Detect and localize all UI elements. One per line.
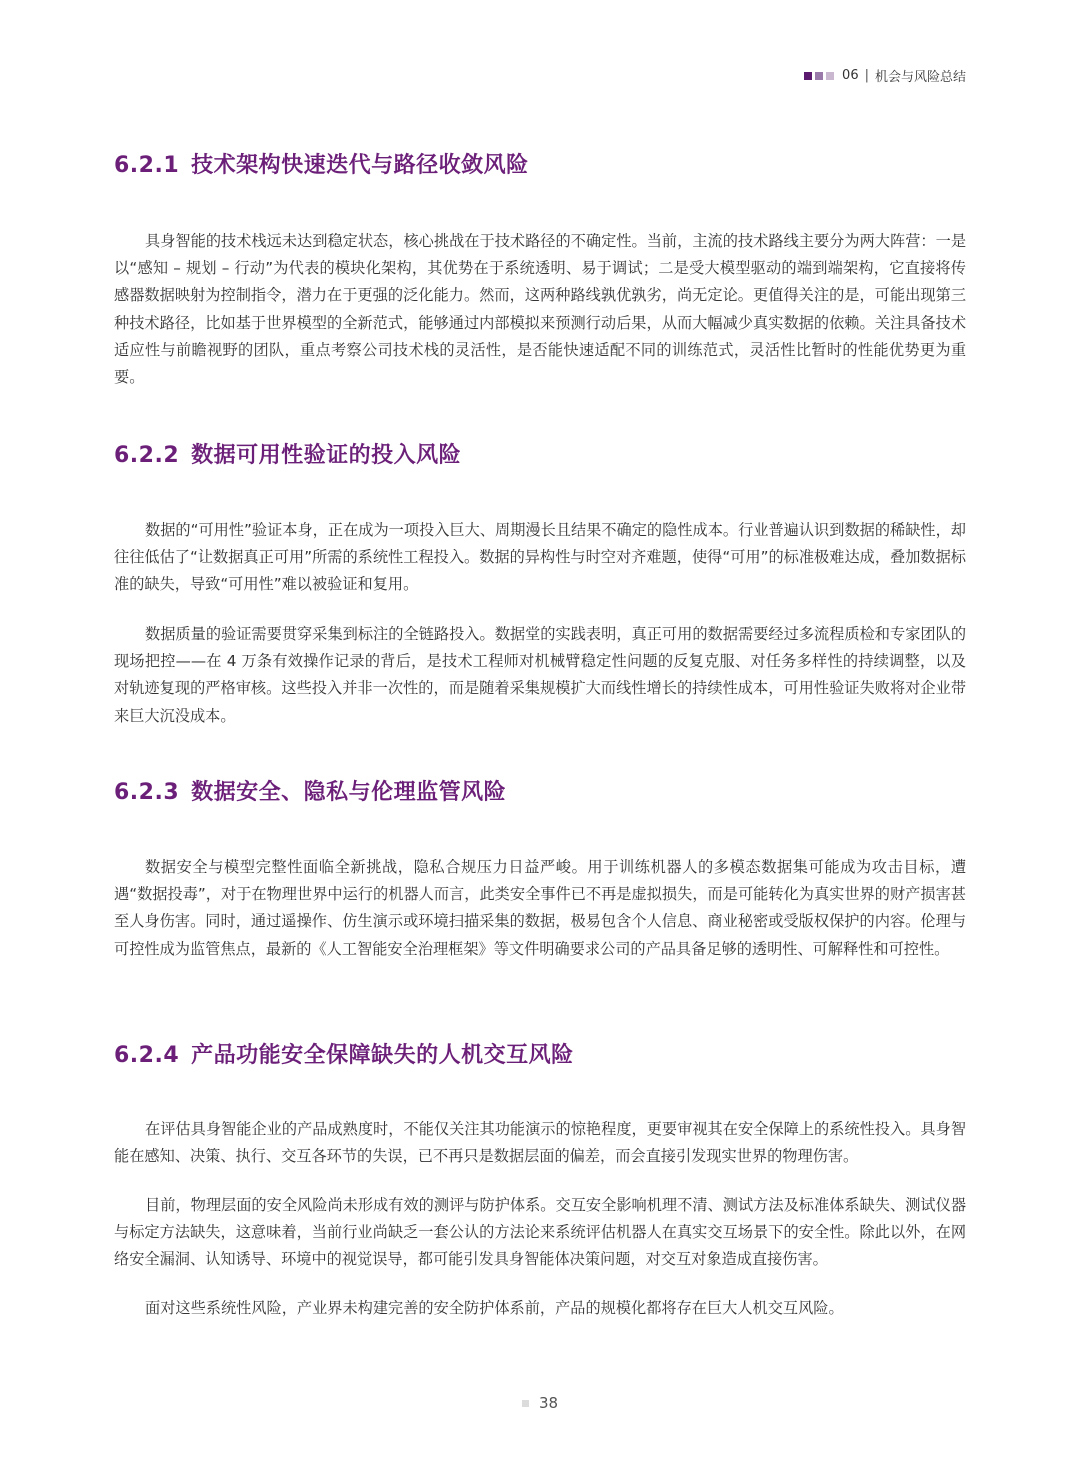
paragraph: 数据的“可用性”验证本身，正在成为一项投入巨大、周期漫长且结果不确定的隐性成本。行业普遍认识到数据的稀缺性，却往往低估了“让数据真正可用”所需的系统性工程投入。数据的异构性与时空对齐难题，使得“可用”的标准极难达成，叠加数据标准的缺失，导致“可用性”难以被验证和复用。 [114,521,966,594]
header-square-mid [815,72,823,80]
running-header [804,66,966,85]
section-number: 6.2.3 [114,780,180,805]
paragraph: 数据质量的验证需要贯穿采集到标注的全链路投入。数据堂的实践表明，真正可用的数据需要经过多流程质检和专家团队的现场把控——在 4 万条有效操作记录的背后，是技术工程师对机械臂稳定性问题的反复克服、对任务多样性的持续调整，以及对轨迹复现的严格审核。这些投入并非一次性的，而是随着采集规模扩大而线性增长的持续性成本，可用性验证失败将对企业带来巨大沉没成本。 [114,625,966,725]
section-heading-6-2-1 [114,148,529,179]
section-number: 6.2.4 [114,1043,180,1068]
chapter-title: 机会与风险总结 [874,70,966,85]
page-footer [0,1394,1080,1412]
header-square-light [826,72,834,80]
section-title: 数据可用性验证的投入风险 [191,443,462,468]
section-title: 技术架构快速迭代与路径收敛风险 [191,153,529,178]
chapter-number: 06 [842,68,859,83]
section-number: 6.2.1 [114,153,180,178]
header-square-dark [804,72,812,80]
paragraph: 目前，物理层面的安全风险尚未形成有效的测评与防护体系。交互安全影响机理不清、测试方法及标准体系缺失、测试仪器与标定方法缺失，这意味着，当前行业尚缺乏一套公认的方法论来系统评估机器人在真实交互场景下的安全性。除此以外，在网络安全漏洞、认知诱导、环境中的视觉误导，都可能引发具身智能体决策问题，对交互对象造成直接伤害。 [114,1196,966,1269]
header-decoration [804,72,834,80]
section-heading-6-2-3 [114,775,506,806]
page-number: 38 [538,1394,559,1412]
paragraph: 在评估具身智能企业的产品成熟度时，不能仅关注其功能演示的惊艳程度，更要审视其在安全保障上的系统性投入。具身智能在感知、决策、执行、交互各环节的失误，已不再只是数据层面的偏差，而会直接引发现实世界的物理伤害。 [114,1120,966,1166]
paragraph: 数据安全与模型完整性面临全新挑战，隐私合规压力日益严峻。用于训练机器人的多模态数据集可能成为攻击目标，遭遇“数据投毒”，对于在物理世界中运行的机器人而言，此类安全事件已不再是虚拟损失，而是可能转化为真实世界的财产损害甚至人身伤害。同时，通过遥操作、仿生演示或环境扫描采集的数据，极易包含个人信息、商业秘密或受版权保护的内容。伦理与可控性成为监管焦点，最新的《人工智能安全治理框架》等文件明确要求公司的产品具备足够的透明性、可解释性和可控性。 [114,858,966,958]
footer-marker [522,1400,529,1407]
section-number: 6.2.2 [114,443,180,468]
paragraph: 具身智能的技术栈远未达到稳定状态，核心挑战在于技术路径的不确定性。当前，主流的技术路线主要分为两大阵营：一是以“感知 – 规划 – 行动”为代表的模块化架构，其优势在于系统透明、易于调试；二是受大模型驱动的端到端架构，它直接将传感器数据映射为控制指令，潜力在于更强的泛化能力。然而，这两种路线孰优孰劣，尚无定论。更值得关注的是，可能出现第三种技术路径，比如基于世界模型的全新范式，能够通过内部模拟来预测行动后果，从而大幅减少真实数据的依赖。关注具备技术适应性与前瞻视野的团队，重点考察公司技术栈的灵活性，是否能快速适配不同的训练范式，灵活性比暂时的性能优势更为重要。 [114,232,966,387]
section-title: 数据安全、隐私与伦理监管风险 [191,780,507,805]
section-heading-6-2-2 [114,438,461,469]
section-title: 产品功能安全保障缺失的人机交互风险 [191,1043,574,1068]
header-separator: | [864,68,869,83]
section-heading-6-2-4 [114,1038,574,1069]
paragraph: 面对这些系统性风险，产业界未构建完善的安全防护体系前，产品的规模化都将存在巨大人机交互风险。 [145,1299,844,1317]
